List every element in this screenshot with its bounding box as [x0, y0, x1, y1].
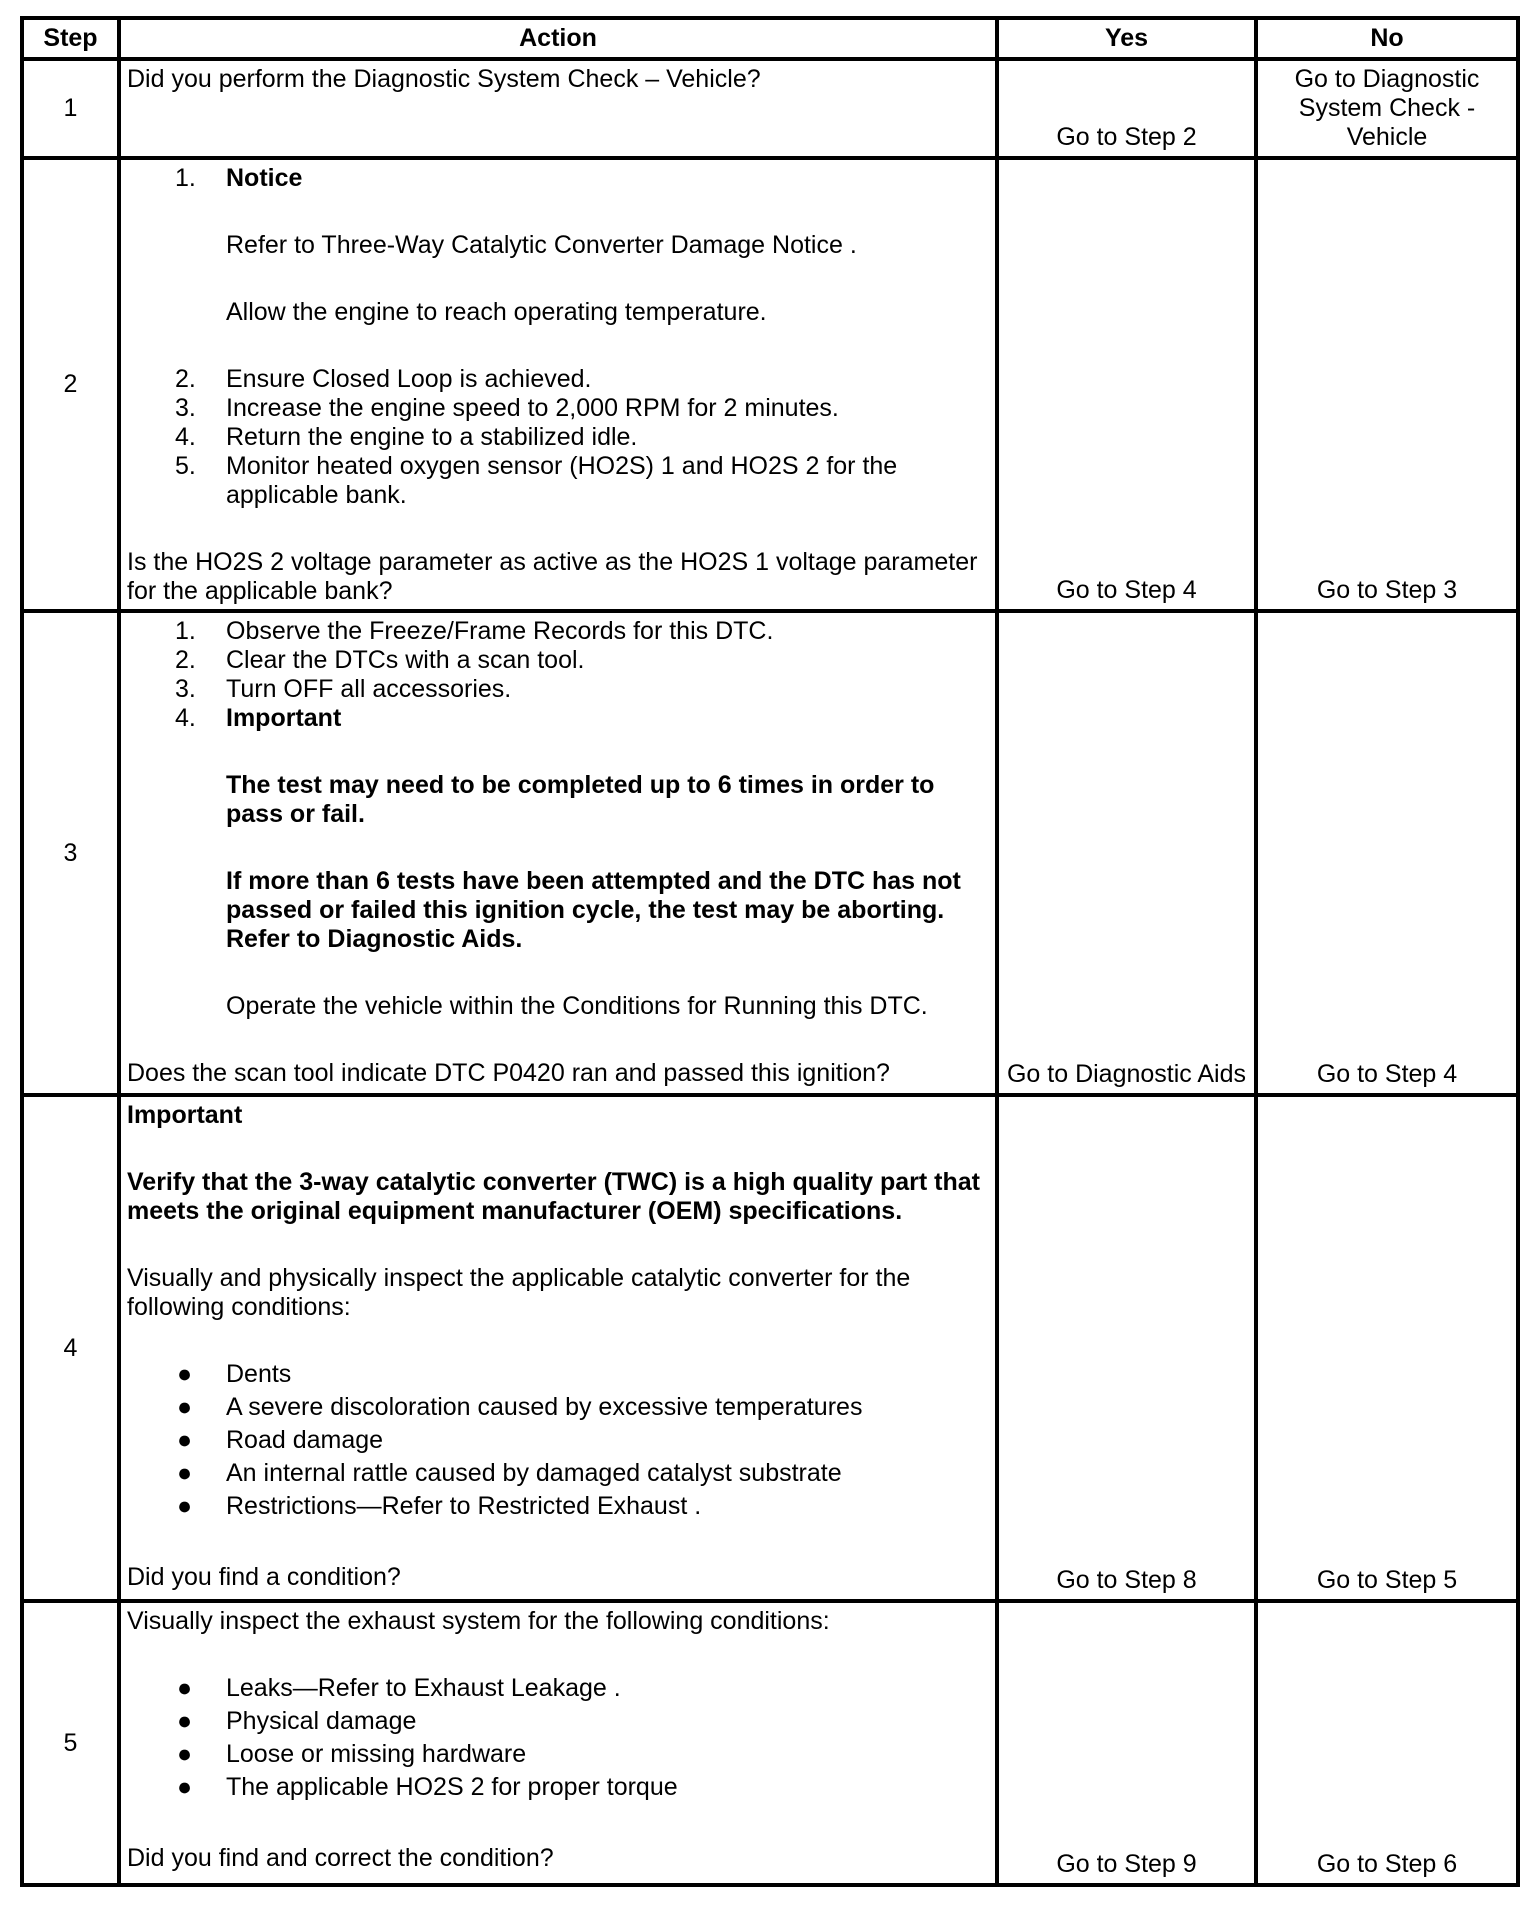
table-row [22, 611, 1518, 1095]
header-row [22, 18, 1518, 59]
list-item [127, 1773, 989, 1802]
list-item [127, 704, 989, 1059]
step-number: 1 [22, 59, 119, 158]
no-cell: Go to Step 3 [1256, 158, 1518, 611]
action-cell [119, 611, 997, 1095]
condition-list [127, 1360, 989, 1521]
action-question: Did you find and correct the condition? [127, 1844, 554, 1872]
item-number: 5. [175, 452, 196, 480]
item-text: Loose or missing hardware [226, 1740, 527, 1768]
step-number: 2 [22, 158, 119, 611]
action-steps [127, 617, 989, 1059]
action-cell [119, 59, 997, 158]
item-number: 4. [175, 704, 196, 732]
item-number: 1. [175, 164, 196, 192]
list-item [127, 1393, 989, 1422]
header-yes: Yes [997, 18, 1256, 59]
list-item [127, 394, 989, 423]
item-number: 3. [175, 675, 196, 703]
list-item [127, 365, 989, 394]
list-item [127, 1492, 989, 1521]
yes-cell: Go to Step 8 [997, 1095, 1256, 1601]
item-text: A severe discoloration caused by excessive temperatures [226, 1393, 863, 1421]
diagnostic-table [20, 16, 1520, 1887]
item-number: 2. [175, 646, 196, 674]
list-item [127, 1707, 989, 1736]
list-item [127, 164, 989, 365]
item-text: Ensure Closed Loop is achieved. [226, 365, 592, 393]
bullet-icon: ● [177, 1492, 193, 1520]
item-text: An internal rattle caused by damaged catalyst substrate [226, 1459, 842, 1487]
important-text: Verify that the 3-way catalytic converter (TWC) is a high quality part that meets the original equipment manufacturer (OEM) specifications. [127, 1168, 980, 1225]
action-question: Did you find a condition? [127, 1563, 401, 1591]
list-item [127, 675, 989, 704]
condition-list [127, 1674, 989, 1802]
item-text: Observe the Freeze/Frame Records for this DTC. [226, 617, 774, 645]
item-text: The applicable HO2S 2 for proper torque [226, 1773, 678, 1801]
bullet-icon: ● [177, 1360, 193, 1388]
table-row [22, 158, 1518, 611]
bullet-icon: ● [177, 1740, 193, 1768]
list-item [127, 1360, 989, 1389]
important-text: The test may need to be completed up to 6 times in order to pass or fail. [226, 771, 935, 828]
item-text[interactable]: Leaks—Refer to Exhaust Leakage . [226, 1674, 621, 1702]
item-text: Return the engine to a stabilized idle. [226, 423, 638, 451]
bullet-icon: ● [177, 1707, 193, 1735]
step-number: 4 [22, 1095, 119, 1601]
action-question: Did you perform the Diagnostic System Check – Vehicle? [127, 65, 761, 93]
item-text: Increase the engine speed to 2,000 RPM for 2 minutes. [226, 394, 839, 422]
item-number: 2. [175, 365, 196, 393]
bullet-icon: ● [177, 1674, 193, 1702]
action-question: Does the scan tool indicate DTC P0420 ran and passed this ignition? [127, 1059, 890, 1087]
item-number: 3. [175, 394, 196, 422]
yes-cell: Go to Step 2 [997, 59, 1256, 158]
bullet-icon: ● [177, 1773, 193, 1801]
yes-cell: Go to Step 9 [997, 1601, 1256, 1885]
list-item [127, 617, 989, 646]
item-number: 1. [175, 617, 196, 645]
list-item [127, 646, 989, 675]
list-item [127, 452, 989, 510]
action-cell [119, 158, 997, 611]
bullet-icon: ● [177, 1426, 193, 1454]
item-text: Allow the engine to reach operating temperature. [226, 298, 767, 326]
important-title: Important [127, 1101, 243, 1129]
item-text: Dents [226, 1360, 292, 1388]
yes-cell: Go to Diagnostic Aids [997, 611, 1256, 1095]
list-item [127, 423, 989, 452]
important-title: Important [226, 704, 342, 732]
inspection-intro: Visually inspect the exhaust system for the following conditions: [127, 1607, 830, 1635]
action-steps [127, 164, 989, 510]
yes-cell: Go to Step 4 [997, 158, 1256, 611]
table-row [22, 1095, 1518, 1601]
item-text[interactable]: Restrictions—Refer to Restricted Exhaust . [226, 1492, 702, 1520]
no-cell: Go to Diagnostic System Check - Vehicle [1256, 59, 1518, 158]
bullet-icon: ● [177, 1459, 193, 1487]
header-no: No [1256, 18, 1518, 59]
item-text: Clear the DTCs with a scan tool. [226, 646, 585, 674]
item-text: Operate the vehicle within the Conditions for Running this DTC. [226, 992, 928, 1020]
header-action: Action [119, 18, 997, 59]
no-cell: Go to Step 4 [1256, 611, 1518, 1095]
list-item [127, 1426, 989, 1455]
step-number: 5 [22, 1601, 119, 1885]
action-cell [119, 1601, 997, 1885]
no-cell: Go to Step 6 [1256, 1601, 1518, 1885]
list-item [127, 1459, 989, 1488]
table-row [22, 59, 1518, 158]
action-question: Is the HO2S 2 voltage parameter as active as the HO2S 1 voltage parameter for the applicable bank? [127, 548, 978, 605]
item-text: Physical damage [226, 1707, 417, 1735]
item-number: 4. [175, 423, 196, 451]
table-row [22, 1601, 1518, 1885]
inspection-intro: Visually and physically inspect the applicable catalytic converter for the following conditions: [127, 1264, 911, 1321]
action-cell [119, 1095, 997, 1601]
bullet-icon: ● [177, 1393, 193, 1421]
item-text: Turn OFF all accessories. [226, 675, 512, 703]
notice-title: Notice [226, 164, 303, 192]
item-text: Monitor heated oxygen sensor (HO2S) 1 and HO2S 2 for the applicable bank. [226, 452, 898, 509]
item-text: Road damage [226, 1426, 384, 1454]
step-number: 3 [22, 611, 119, 1095]
no-cell: Go to Step 5 [1256, 1095, 1518, 1601]
header-step: Step [22, 18, 119, 59]
notice-text[interactable]: Refer to Three-Way Catalytic Converter Damage Notice . [226, 231, 857, 259]
list-item [127, 1740, 989, 1769]
important-text[interactable]: If more than 6 tests have been attempted and the DTC has not passed or failed this ignition cycle, the test may be aborting. Refer to Diagnostic Aids. [226, 867, 961, 953]
list-item [127, 1674, 989, 1703]
